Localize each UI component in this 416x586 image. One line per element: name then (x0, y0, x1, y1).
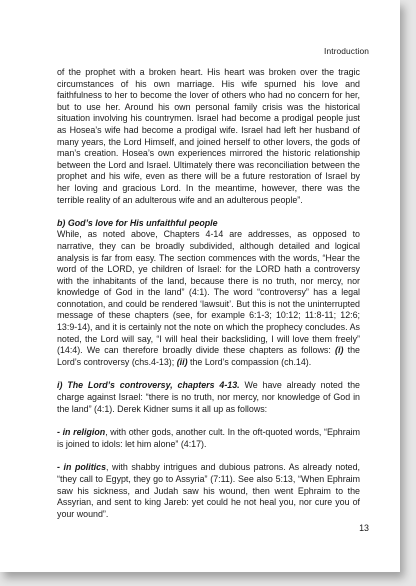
paragraph-2-text-b: the Lord’s controversy (chs.4-13); (57, 345, 360, 367)
list-marker-i: (i) (335, 345, 344, 356)
running-head: Introduction (324, 46, 369, 56)
paragraph-1: of the prophet with a broken heart. His heart was broken over the tragic circumstances of his own marriage. His wife spurned his love and faithfulness to her to become the lover of others who had no concern for her, but to use her. Around his own personal family crisis was the historical situation involving his countrymen. Israel had become a prodigal people just as Hosea’s wife had become a prodigal wife. Israel had left her husband of many years, the Lord Himself, and joined herself to other lovers, the gods of man’s creation. Hosea’s own experiences mirrored the historic relationship between the Lord and Israel. Ultimately there was reconciliation between the prophet and his wife, even as there will be a future restoration of Israel by her loving and gracious Lord. In the meantime, however, there was the terrible reality of an adulterous wife and an adulterous people”. (57, 67, 360, 205)
paragraph-3 (57, 380, 360, 415)
list-marker-ii: (ii) (176, 356, 188, 367)
paragraph-5 (57, 462, 360, 520)
paragraph-2 (57, 229, 360, 368)
paragraph-4-text: , with other gods, another cult. In the oft-quoted words, “Ephraim is joined to idols: let him alone” (4:17). (57, 427, 361, 449)
paragraph-5-text: , with shabby intrigues and dubious patrons. As already noted, “they call to Egypt, they go to Assyria” (7:11). See also 5:13, “When Ephraim saw his sickness, and Judah saw his wound, then went Ephraim to the Assyrian, and sent to king Jareb: yet could he not heal you, nor cure you of your wound”. (57, 462, 361, 519)
section-heading: b) God’s love for His unfaithful people (57, 217, 218, 228)
paragraph-4 (57, 427, 360, 450)
body-text (57, 67, 360, 520)
paragraph-2-text-c: the Lord’s compassion (ch.14). (187, 356, 312, 367)
paragraph-3-text: We have already noted the charge against Israel: “there is no truth, nor mercy, nor knowledge of God in the land” (4:1). Derek Kidner sums it all up as follows: (57, 380, 360, 414)
page-number: 13 (359, 523, 369, 533)
point-religion-lead: - in religion (57, 427, 106, 438)
subsection-lead: i) The Lord’s controversy, chapters 4-13. (57, 380, 240, 391)
paragraph-2-text-a: While, as noted above, Chapters 4-14 are addresses, as opposed to narrative, they can be broadly subdivided, although detailed and logical analysis is far from easy. The section commences with the words, “Hear the word of the LORD, ye children of Israel: for the LORD hath a controversy with the inhabitants of the land, because there is no truth, nor mercy, nor knowledge of God in the land” (4:1). The word “controversy” has a legal connotation, and could be rendered ‘lawsuit’. But this is not the uninterrupted message of these chapters (see, for example 6:1-3; 10:12; 11:8-11; 12:6; 13:9-14), and it is certainly not the note on which the prophecy concludes. As noted, the Lord will say, “I will heal their backsliding, I will love them freely” (14:4). We can therefore broadly divide these chapters as follows: (57, 229, 360, 356)
point-politics-lead: - in politics (57, 462, 107, 473)
